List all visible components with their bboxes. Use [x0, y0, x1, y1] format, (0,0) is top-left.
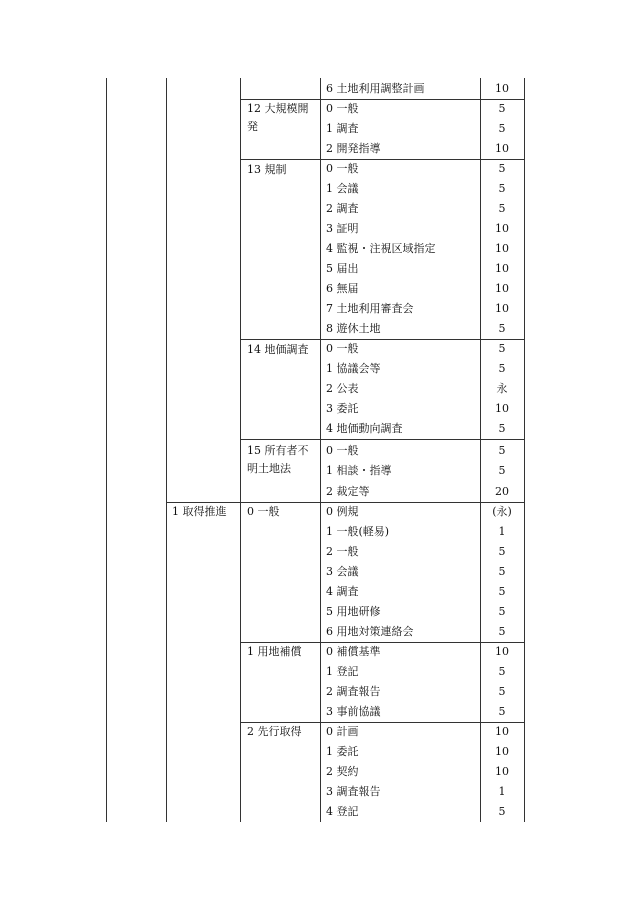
retention-years: 5 [498, 342, 506, 355]
item-label: 3 事前協議 [326, 705, 381, 718]
subcategory-label: 13 規制 [247, 163, 287, 176]
item-label: 1 登記 [326, 665, 359, 678]
column-rule [240, 78, 241, 822]
item-label: 0 例規 [326, 505, 359, 518]
item-label: 1 会議 [326, 182, 359, 195]
item-label: 5 用地研修 [326, 605, 381, 618]
retention-years: 5 [498, 322, 506, 335]
retention-years: 5 [498, 162, 506, 175]
retention-years: 5 [498, 444, 506, 457]
item-label: 6 土地利用調整計画 [326, 82, 425, 95]
subcategory-label: 1 用地補償 [247, 645, 302, 658]
item-label: 0 一般 [326, 342, 359, 355]
retention-years: 永 [496, 382, 508, 395]
subcategory-label: 14 地価調査 [247, 343, 309, 356]
column-rule [106, 78, 107, 822]
retention-years: 10 [495, 302, 509, 315]
retention-years: 5 [498, 102, 506, 115]
retention-years: 5 [498, 122, 506, 135]
item-label: 0 補償基準 [326, 645, 381, 658]
retention-years: 5 [498, 585, 506, 598]
subcategory-label: 15 所有者不明土地法 [247, 444, 309, 475]
item-label: 4 登記 [326, 805, 359, 818]
item-label: 3 委託 [326, 402, 359, 415]
retention-years: 5 [498, 625, 506, 638]
item-label: 5 届出 [326, 262, 359, 275]
retention-years: 10 [495, 765, 509, 778]
column-rule [166, 78, 167, 822]
item-label: 2 契約 [326, 765, 359, 778]
item-label: 3 証明 [326, 222, 359, 235]
item-label: 2 公表 [326, 382, 359, 395]
retention-years: 5 [498, 705, 506, 718]
retention-years: 5 [498, 605, 506, 618]
item-label: 0 一般 [326, 102, 359, 115]
item-label: 2 調査 [326, 202, 359, 215]
retention-years: 5 [498, 362, 506, 375]
item-label: 6 用地対策連絡会 [326, 625, 414, 638]
retention-years: 10 [495, 282, 509, 295]
column-rule [320, 78, 321, 822]
item-label: 4 調査 [326, 585, 359, 598]
retention-years: 10 [495, 262, 509, 275]
item-label: 2 調査報告 [326, 685, 381, 698]
retention-years: 5 [498, 565, 506, 578]
retention-years: 5 [498, 464, 506, 477]
item-label: 2 開発指導 [326, 142, 381, 155]
item-label: 6 無届 [326, 282, 359, 295]
retention-years: 1 [498, 525, 506, 538]
item-label: 1 相談・指導 [326, 464, 392, 477]
category-label: 1 取得推進 [172, 505, 227, 518]
retention-years: 20 [495, 485, 509, 498]
retention-years: 5 [498, 202, 506, 215]
subcategory-label: 0 一般 [247, 505, 280, 518]
item-label: 1 調査 [326, 122, 359, 135]
item-label: 8 遊休土地 [326, 322, 381, 335]
item-label: 4 監視・注視区域指定 [326, 242, 436, 255]
column-rule [524, 78, 525, 822]
retention-years: 10 [495, 242, 509, 255]
item-label: 2 一般 [326, 545, 359, 558]
item-label: 2 裁定等 [326, 485, 370, 498]
retention-years: 5 [498, 665, 506, 678]
retention-years: 10 [495, 645, 509, 658]
item-label: 1 委託 [326, 745, 359, 758]
item-label: 0 一般 [326, 444, 359, 457]
item-label: 3 調査報告 [326, 785, 381, 798]
retention-years: 10 [495, 82, 509, 95]
retention-years: 5 [498, 685, 506, 698]
retention-years: 10 [495, 402, 509, 415]
item-label: 7 土地利用審査会 [326, 302, 414, 315]
retention-years: 5 [498, 805, 506, 818]
item-label: 1 一般(軽易) [326, 525, 390, 538]
retention-years: 5 [498, 545, 506, 558]
retention-years: 5 [498, 422, 506, 435]
retention-years: 10 [495, 725, 509, 738]
retention-years: 10 [495, 142, 509, 155]
retention-years: 1 [498, 785, 506, 798]
retention-years: (永) [492, 505, 512, 518]
item-label: 0 計画 [326, 725, 359, 738]
item-label: 1 協議会等 [326, 362, 381, 375]
subcategory-label: 12 大規模開発 [247, 102, 309, 133]
retention-years: 10 [495, 745, 509, 758]
subcategory-label: 2 先行取得 [247, 725, 302, 738]
item-label: 3 会議 [326, 565, 359, 578]
retention-years: 10 [495, 222, 509, 235]
item-label: 4 地価動向調査 [326, 422, 403, 435]
retention-years: 5 [498, 182, 506, 195]
row-rule [240, 439, 524, 440]
item-label: 0 一般 [326, 162, 359, 175]
